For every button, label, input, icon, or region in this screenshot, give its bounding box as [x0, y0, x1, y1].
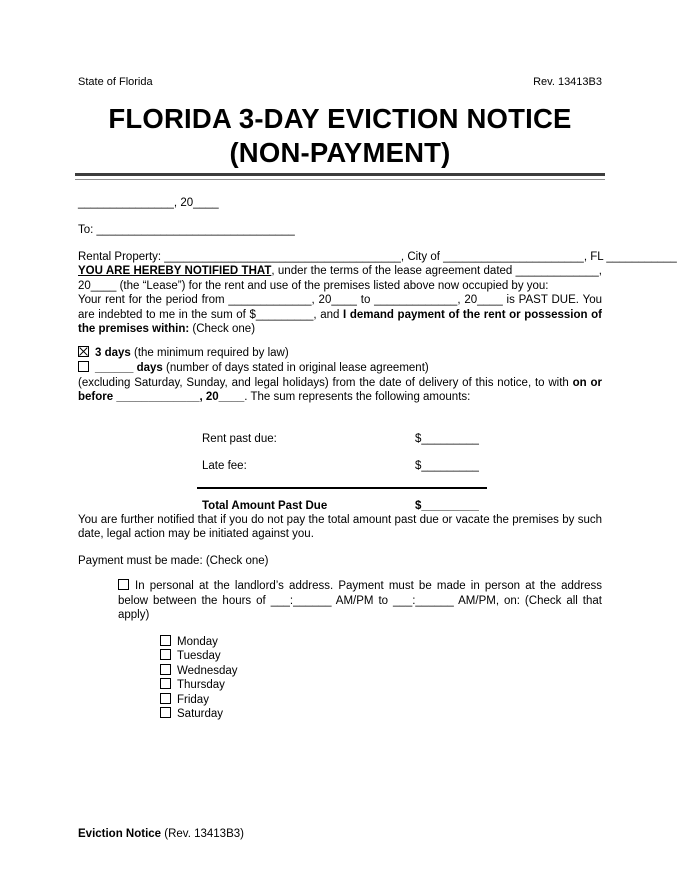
- amounts-sum-divider: [197, 487, 487, 489]
- day-option-friday: [160, 693, 602, 708]
- weekday-checklist: [160, 635, 602, 723]
- day-option-tuesday: [160, 649, 602, 664]
- day-option-wednesday: [160, 664, 602, 679]
- amounts-table: [78, 433, 602, 513]
- option-3-days-bold-label: 3 days: [95, 346, 131, 359]
- day-label: Tuesday: [177, 650, 221, 663]
- deadline-post-text: . The sum represents the following amounts:: [244, 391, 471, 403]
- option-custom-days: [78, 361, 602, 376]
- demand-bold-phrase: I demand payment of the rent or possession of the premises within:: [78, 308, 602, 335]
- header-state-label: State of Florida: [78, 76, 153, 88]
- day-label: Thursday: [177, 679, 225, 692]
- rent-due-pre-text: Your rent for the period from _____________, 20____ to _____________, 20____ is PAST DUE. You are indebted to me in the sum of $_________, and: [78, 294, 602, 321]
- unchecked-checkbox-icon[interactable]: [160, 664, 171, 675]
- unchecked-checkbox-icon[interactable]: [160, 635, 171, 646]
- title-line-1: FLORIDA 3-DAY EVICTION NOTICE: [108, 103, 572, 134]
- title-divider-rule: [75, 173, 605, 180]
- date-blank-line: _______________, 20____: [78, 197, 219, 209]
- day-option-saturday: [160, 707, 602, 722]
- document-footer: [78, 827, 244, 841]
- unchecked-checkbox-icon[interactable]: [118, 579, 129, 590]
- total-amount-row: [202, 500, 602, 513]
- days-option-group: [78, 346, 602, 376]
- option-3-days-rest-label: (the minimum required by law): [130, 346, 289, 359]
- in-person-option: [118, 579, 602, 623]
- day-option-monday: [160, 635, 602, 650]
- deadline-bold-phrase: on or before _____________, 20____: [78, 376, 602, 403]
- option-custom-days-rest-label: (number of days stated in original lease agreement): [162, 361, 429, 374]
- rent-past-due-label: Rent past due:: [202, 432, 277, 445]
- unchecked-checkbox-icon[interactable]: [160, 707, 171, 718]
- further-notice-paragraph: You are further notified that if you do not pay the total amount past due or vacate the premises by such date, legal action may be initiated against you.: [78, 513, 602, 540]
- unchecked-checkbox-icon[interactable]: [160, 649, 171, 660]
- unchecked-checkbox-icon[interactable]: [78, 361, 89, 372]
- rent-past-due-amount-blank: $_________: [415, 432, 479, 445]
- rent-due-post-text: (Check one): [189, 323, 256, 335]
- document-header: [78, 76, 602, 89]
- total-amount-blank: $_________: [415, 499, 479, 512]
- deadline-paragraph: [78, 376, 602, 405]
- option-custom-days-bold-label: ______ days: [95, 361, 163, 374]
- payment-method-line: Payment must be made: (Check one): [78, 554, 269, 567]
- checked-checkbox-icon[interactable]: [78, 346, 89, 357]
- deadline-pre-text: (excluding Saturday, Sunday, and legal holidays) from the date of delivery of this notice, to with: [78, 376, 573, 389]
- late-fee-label: Late fee:: [202, 459, 247, 472]
- to-blank-line: To: _______________________________: [78, 224, 295, 236]
- late-fee-amount-blank: $_________: [415, 459, 479, 472]
- footer-revision-text: (Rev. 13413B3): [161, 828, 244, 840]
- rent-past-due-paragraph: [78, 293, 602, 337]
- late-fee-row: [202, 460, 602, 473]
- total-amount-label: Total Amount Past Due: [202, 499, 328, 512]
- option-3-days: [78, 346, 602, 361]
- header-revision-label: Rev. 13413B3: [533, 76, 602, 88]
- day-label: Monday: [177, 635, 218, 648]
- day-label: Friday: [177, 693, 209, 706]
- day-label: Wednesday: [177, 664, 238, 677]
- rental-property-line: Rental Property: _____________________________________, City of ______________________, FL ___________: [78, 251, 677, 263]
- notified-paragraph: [78, 264, 602, 293]
- unchecked-checkbox-icon[interactable]: [160, 693, 171, 704]
- day-option-thursday: [160, 678, 602, 693]
- title-line-2: (NON-PAYMENT): [229, 137, 451, 168]
- page-title: [78, 102, 602, 170]
- day-label: Saturday: [177, 708, 224, 721]
- footer-title-bold: Eviction Notice: [78, 828, 162, 840]
- in-person-option-text: In personal at the landlord’s address. Payment must be made in person at the address below between the hours of ___:______ AM/PM to ___:______ AM/PM, on: (Check all that apply): [118, 580, 602, 621]
- notified-bold-phrase: YOU ARE HEREBY NOTIFIED THAT: [78, 265, 272, 277]
- notified-rest-text: , under the terms of the lease agreement dated _____________, 20____ (the “Lease”) for the rent and use of the premises listed above now occupied by you:: [78, 265, 602, 292]
- unchecked-checkbox-icon[interactable]: [160, 678, 171, 689]
- rent-past-due-row: [202, 433, 602, 446]
